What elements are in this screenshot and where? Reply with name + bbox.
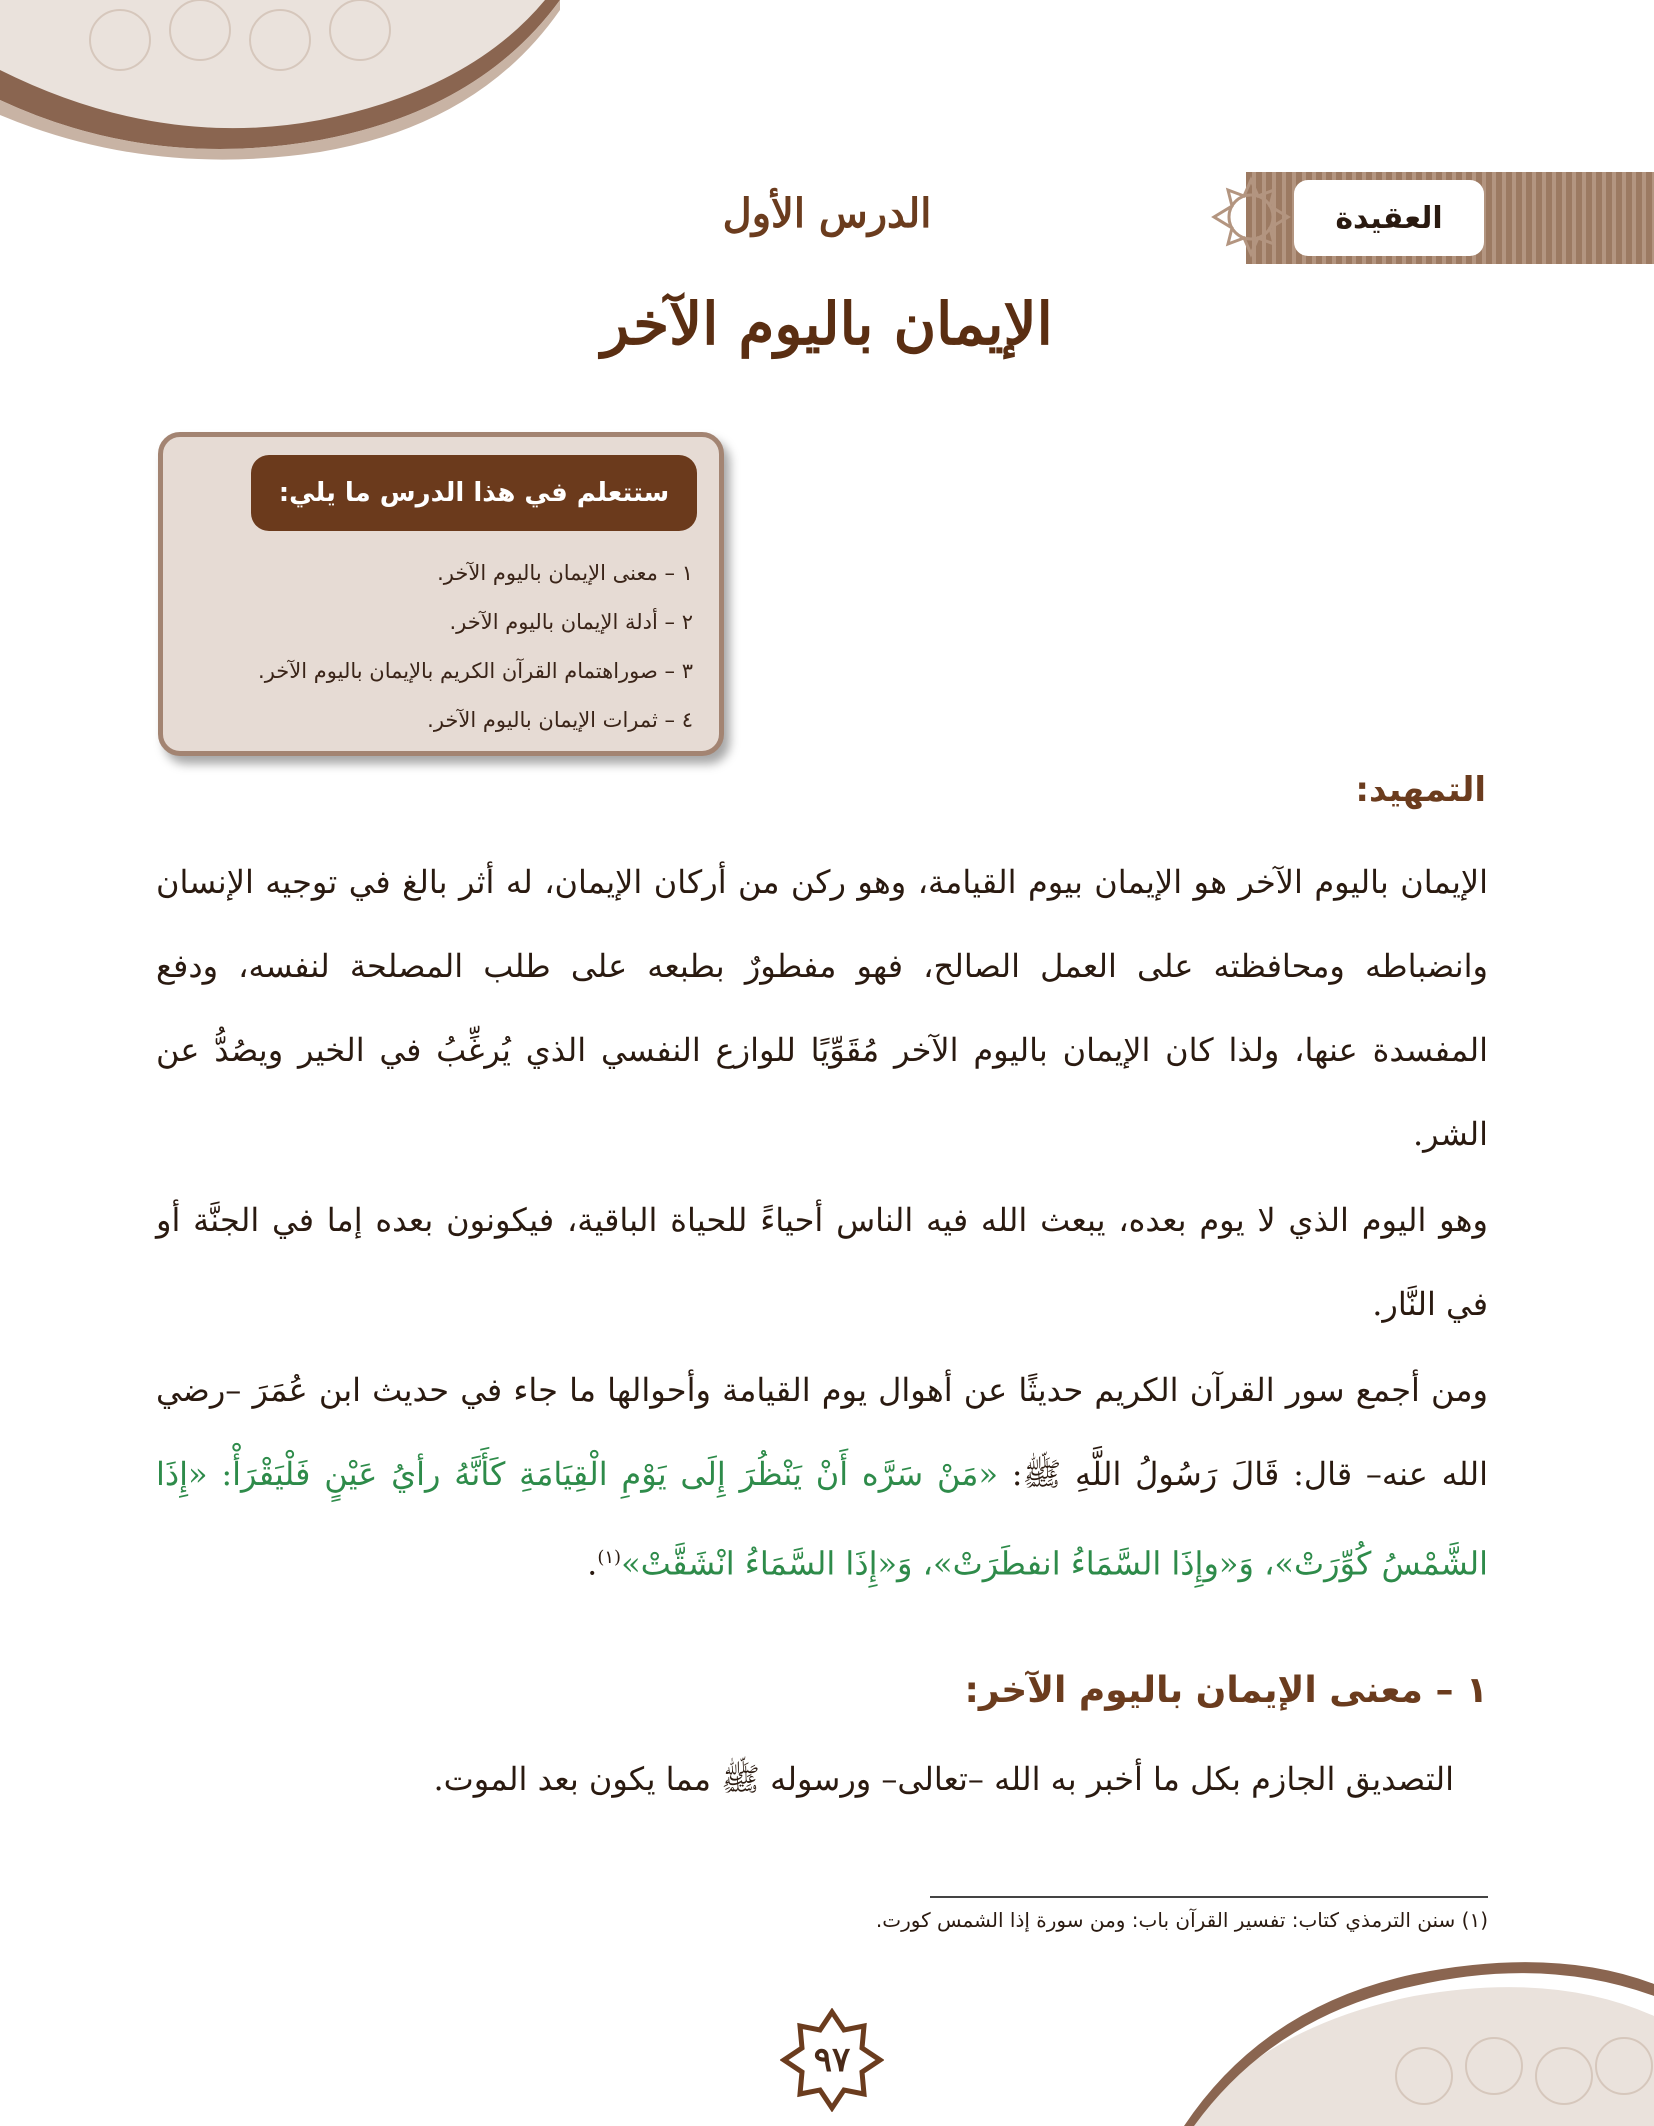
hadith-lead: ومن أجمع سور القرآن الكريم حديثًا عن أهوال يوم القيامة وأحوالها ما جاء في حديث ابن عُمَرَ –رضي الله عنه– قال: قَالَ رَسُولُ اللَّهِ ﷺ: — [156, 1371, 1489, 1493]
hadith-quote: «مَنْ سَرَّه أَنْ يَنْظُرَ إِلَى يَوْمِ الْقِيَامَةِ كَأَنَّهُ رأيُ عَيْنٍ فَلْيَقْرَأْ: «إِذَا الشَّمْسُ كُوِّرَتْ»، وَ«وإِذَا السَّمَاءُ انفطَرَتْ»، وَ«إِذَا السَّمَاءُ انْشَقَّتْ» — [156, 1455, 1488, 1583]
top-corner-decoration — [0, 0, 560, 160]
page-number-badge — [780, 2008, 884, 2112]
footnote-reference: (١) — [597, 1547, 622, 1568]
section-1-heading: ١ – معنى الإيمان باليوم الآخر: — [964, 1670, 1488, 1711]
objectives-list — [179, 549, 693, 745]
intro-heading: التمهيد: — [1355, 770, 1486, 810]
intro-paragraph-1: الإيمان باليوم الآخر هو الإيمان بيوم القيامة، وهو ركن من أركان الإيمان، له أثر بالغ في توجيه الإنسان وانضباطه ومحافظته على العمل الصالح، فهو مفطورٌ بطبعه على طلب المصلحة لنفسه، ودفع المفسدة عنها، ولذا كان الإيمان باليوم الآخر مُقَوِّيًا للوازع النفسي الذي يُرغِّبُ في الخير ويصُدُّ عن الشر. — [156, 863, 1489, 1153]
section-label: العقيدة — [1294, 180, 1484, 256]
page-number: ٩٧ — [813, 2040, 851, 2080]
lesson-number: الدرس الأول — [722, 190, 932, 237]
intro-paragraph-3 — [156, 1348, 1488, 1606]
bottom-corner-decoration — [1184, 1956, 1654, 2126]
hadith-end: . — [587, 1544, 598, 1583]
objective-item: ٤ – ثمرات الإيمان باليوم الآخر. — [427, 708, 693, 732]
objective-item: ٣ – صوراهتمام القرآن الكريم بالإيمان باليوم الآخر. — [258, 659, 693, 683]
lesson-title: الإيمان باليوم الآخر — [601, 290, 1053, 358]
objective-item: ٢ – أدلة الإيمان باليوم الآخر. — [449, 610, 693, 634]
footnote: (١) سنن الترمذي كتاب: تفسير القرآن باب: ومن سورة إذا الشمس كورت. — [875, 1908, 1488, 1932]
objective-item: ١ – معنى الإيمان باليوم الآخر. — [437, 561, 693, 585]
footnote-divider — [930, 1896, 1488, 1898]
objectives-heading: ستتعلم في هذا الدرس ما يلي: — [251, 455, 697, 531]
section-1-definition: التصديق الجازم بكل ما أخبر به الله –تعالى– ورسوله ﷺ مما يكون بعد الموت. — [433, 1760, 1454, 1798]
intro-paragraph-2: وهو اليوم الذي لا يوم بعده، يبعث الله فيه الناس أحياءً للحياة الباقية، فيكونون بعده إما في الجنَّة أو في النَّار. — [156, 1201, 1488, 1323]
objectives-box — [158, 432, 724, 756]
